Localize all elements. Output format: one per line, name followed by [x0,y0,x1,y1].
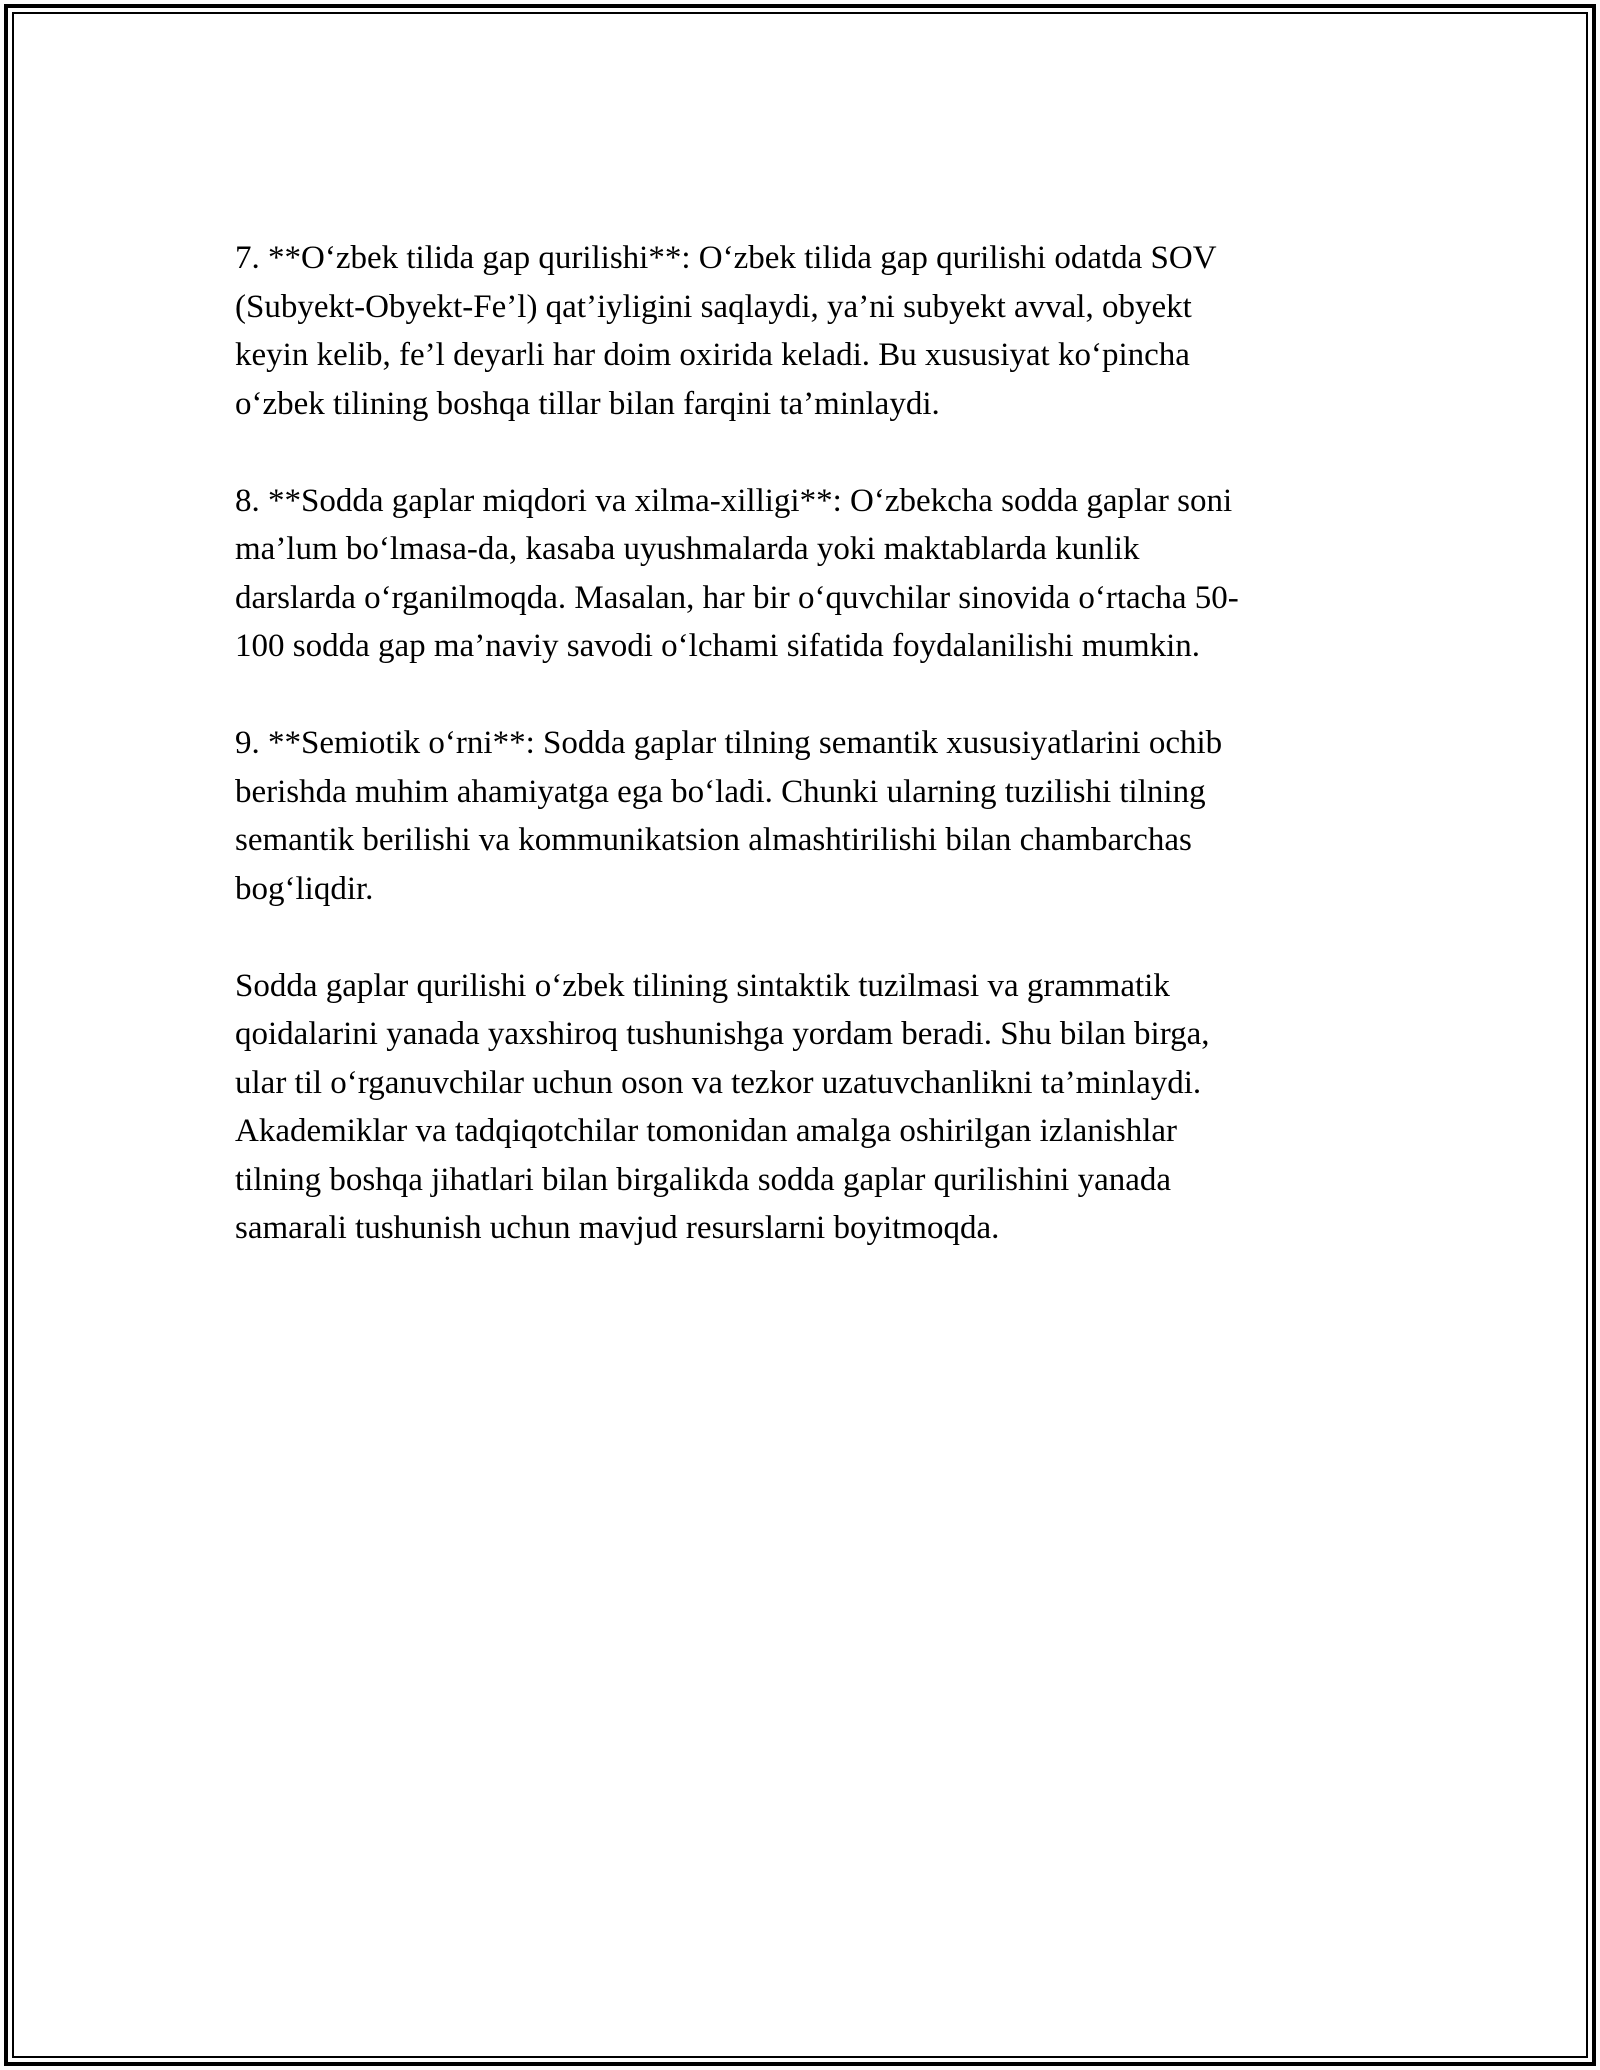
document-body [235,234,1375,1301]
paragraph-8-simple-sentences-quantity: 8. **Sodda gaplar miqdori va xilma-xilligi**: O‘zbekcha sodda gaplar soni ma’lum bo‘lmasa-da, kasaba uyushmalarda yoki maktablarda kunlik darslarda o‘rganilmoqda. Masalan, har bir o‘quvchilar sinovida o‘rtacha 50- 100 sodda gap ma’naviy savodi o‘lchami sifatida foydalanilishi mumkin. [235,482,1239,664]
paragraph-conclusion: Sodda gaplar qurilishi o‘zbek tilining sintaktik tuzilmasi va grammatik qoidalarini yanada yaxshiroq tushunishga yordam beradi. Shu bilan birga, ular til o‘rganuvchilar uchun oson va tezkor uzatuvchanlikni ta’minlaydi. Akademiklar va tadqiqotchilar tomonidan amalga oshirilgan izlanishlar tilning boshqa jihatlari bilan birgalikda sodda gaplar qurilishini yanada samarali tushunish uchun mavjud resurslarni boyitmoqda. [235,967,1210,1246]
paragraph-9-semiotic-role: 9. **Semiotik o‘rni**: Sodda gaplar tilning semantik xususiyatlarini ochib berishda muhim ahamiyatga ega bo‘ladi. Chunki ularning tuzilishi tilning semantik berilishi va kommunikatsion almashtirilishi bilan chambarchas bog‘liqdir. [235,725,1223,907]
paragraph-7-sentence-structure: 7. **O‘zbek tilida gap qurilishi**: O‘zbek tilida gap qurilishi odatda SOV (Subyekt-Obyekt-Fe’l) qat’iyligini saqlaydi, ya’ni subyekt avval, obyekt keyin kelib, fe’l deyarli har doim oxirida keladi. Bu xususiyat ko‘pincha o‘zbek tilining boshqa tillar bilan farqini ta’minlaydi. [235,240,1217,422]
